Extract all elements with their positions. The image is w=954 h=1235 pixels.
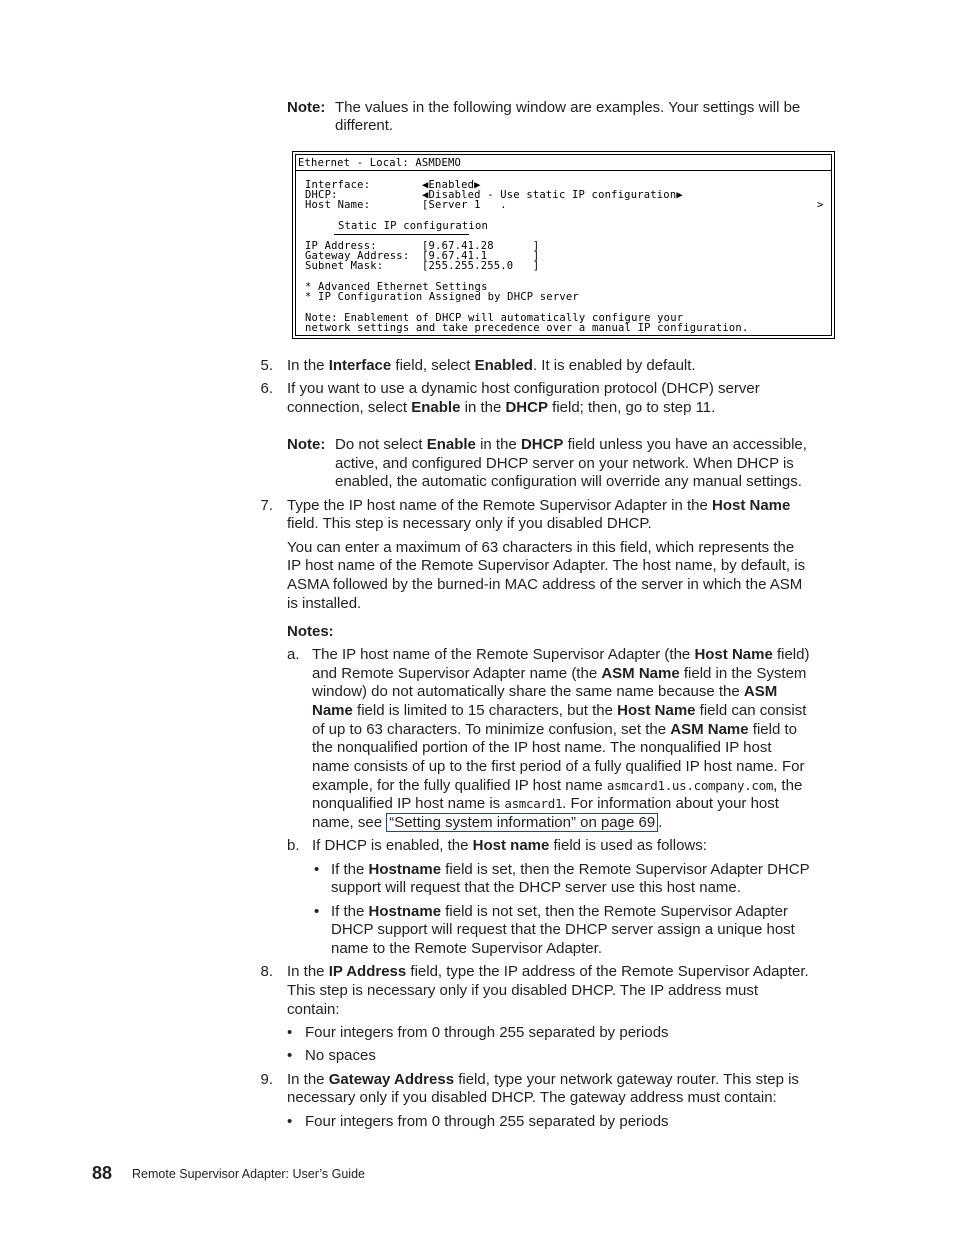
note-a-line: name, see “Setting system information” on page 69 .	[312, 814, 663, 831]
step-8-line: In the IP Address field, type the IP address of the Remote Supervisor Adapter.	[287, 963, 809, 980]
notes-heading: Notes:	[287, 623, 334, 640]
ip-address-label: IP Address:	[305, 240, 377, 252]
bullet: •	[314, 903, 320, 920]
ip-config-dhcp-item: * IP Configuration Assigned by DHCP server	[305, 291, 579, 303]
list-letter: b.	[287, 837, 300, 854]
note-text: enabled, the automatic configuration will override any manual settings.	[335, 473, 802, 490]
bullet-text: No spaces	[305, 1047, 376, 1064]
dhcp-label: DHCP:	[305, 189, 338, 201]
step-number: 7.	[260, 497, 273, 514]
interface-value: ◀Enabled▶	[422, 179, 481, 191]
dhcp-value: ◀Disabled - Use static IP configuration▶	[422, 189, 683, 201]
paragraph-line: IP host name of the Remote Supervisor Adapter. The host name, by default, is	[287, 557, 806, 574]
terminal-note: Note: Enablement of DHCP will automatically configure your	[305, 312, 684, 324]
step-number: 6.	[260, 380, 273, 397]
subnet-label: Subnet Mask:	[305, 260, 384, 272]
static-ip-heading: Static IP configuration	[338, 220, 488, 232]
note-a-line: Name field is limited to 15 characters, but the Host Name field can consist	[312, 702, 807, 719]
gateway-label: Gateway Address:	[305, 250, 410, 262]
note-text: different.	[335, 117, 394, 134]
step-8-line: contain:	[287, 1001, 340, 1018]
paragraph-line: is installed.	[287, 595, 362, 612]
bullet-text: Four integers from 0 through 255 separated by periods	[305, 1113, 669, 1130]
page-number: 88	[92, 1163, 113, 1183]
note-a-line: and Remote Supervisor Adapter name (the ASM Name field in the System	[312, 665, 807, 682]
step-7-line: field. This step is necessary only if you disabled DHCP.	[287, 515, 652, 532]
ethernet-config-screenshot	[292, 151, 835, 339]
bullet: •	[287, 1113, 293, 1130]
note-a-line: name consists of up to the first period of a fully qualified IP host name. For	[312, 758, 805, 775]
list-letter: a.	[287, 646, 300, 663]
title-divider	[296, 170, 831, 171]
code-hostname: asmcard1.us.company.com	[606, 778, 774, 793]
step-number: 8.	[260, 963, 273, 980]
note-text: The values in the following window are examples. Your settings will be	[335, 99, 801, 116]
step-number: 9.	[260, 1071, 273, 1088]
bullet: •	[314, 861, 320, 878]
terminal-window	[295, 154, 832, 336]
gateway-value: [9.67.41.1 ]	[422, 250, 540, 262]
step-6-line: If you want to use a dynamic host configuration protocol (DHCP) server	[287, 380, 760, 397]
step-8-line: This step is necessary only if you disabled DHCP. The IP address must	[287, 982, 759, 999]
bullet-text: name to the Remote Supervisor Adapter.	[331, 940, 602, 957]
bullet: •	[287, 1024, 293, 1041]
step-number: 5.	[260, 357, 273, 374]
hostname-value: [Server 1 .	[422, 199, 507, 211]
ip-address-value: [9.67.41.28 ]	[422, 240, 540, 252]
note-a-line: of up to 63 characters. To minimize confusion, set the ASM Name field to	[312, 721, 797, 738]
setting-system-information-link[interactable]: “Setting system information” on page 69	[386, 813, 658, 832]
paragraph-line: ASMA followed by the burned-in MAC address of the server in which the ASM	[287, 576, 803, 593]
bullet: •	[287, 1047, 293, 1064]
footer-title: Remote Supervisor Adapter: User’s Guide	[132, 1167, 365, 1181]
interface-label: Interface:	[305, 179, 371, 191]
step-6-line: connection, select Enable in the DHCP field; then, go to step 11.	[287, 399, 716, 416]
bullet-text: Four integers from 0 through 255 separated by periods	[305, 1024, 669, 1041]
terminal-title: Ethernet - Local: ASMDEMO	[298, 157, 462, 169]
bullet-text: If the Hostname field is not set, then the Remote Supervisor Adapter	[331, 903, 788, 920]
note-a-line: window) do not automatically share the same name because the ASM	[312, 683, 778, 700]
step-9-line: necessary only if you disabled DHCP. The gateway address must contain:	[287, 1089, 777, 1106]
note-text: active, and configured DHCP server on your network. When DHCP is	[335, 455, 794, 472]
paragraph-line: You can enter a maximum of 63 characters in this field, which represents the	[287, 539, 795, 556]
hostname-arrow-icon: >	[817, 199, 824, 211]
hostname-label: Host Name:	[305, 199, 371, 211]
note-text: Do not select Enable in the DHCP field unless you have an accessible,	[335, 436, 807, 453]
note-label: Note:	[287, 99, 326, 116]
step-7-line: Type the IP host name of the Remote Supervisor Adapter in the Host Name	[287, 497, 791, 514]
subnet-value: [255.255.255.0 ]	[422, 260, 540, 272]
note-a-line: The IP host name of the Remote Supervisor Adapter (the Host Name field)	[312, 646, 810, 663]
heading-underline	[334, 234, 469, 235]
bullet-text: DHCP support will request that the DHCP server assign a unique host	[331, 921, 795, 938]
code-hostname: asmcard1	[504, 796, 563, 811]
terminal-note: network settings and take precedence over a manual IP configuration.	[305, 322, 749, 334]
bullet-text: support will request that the DHCP server use this host name.	[331, 879, 741, 896]
note-b-line: If DHCP is enabled, the Host name field is used as follows:	[312, 837, 707, 854]
note-a-line: example, for the fully qualified IP host name asmcard1.us.company.com, the	[312, 777, 803, 794]
note-label: Note:	[287, 436, 326, 453]
note-a-line: nonqualified IP host name is asmcard1. For information about your host	[312, 795, 779, 812]
bullet-text: If the Hostname field is set, then the Remote Supervisor Adapter DHCP	[331, 861, 810, 878]
note-a-line: the nonqualified portion of the IP host name. The nonqualified IP host	[312, 739, 772, 756]
advanced-settings-item: * Advanced Ethernet Settings	[305, 281, 488, 293]
step-9-line: In the Gateway Address field, type your network gateway router. This step is	[287, 1071, 799, 1088]
step-5: In the Interface field, select Enabled. It is enabled by default.	[287, 357, 696, 374]
